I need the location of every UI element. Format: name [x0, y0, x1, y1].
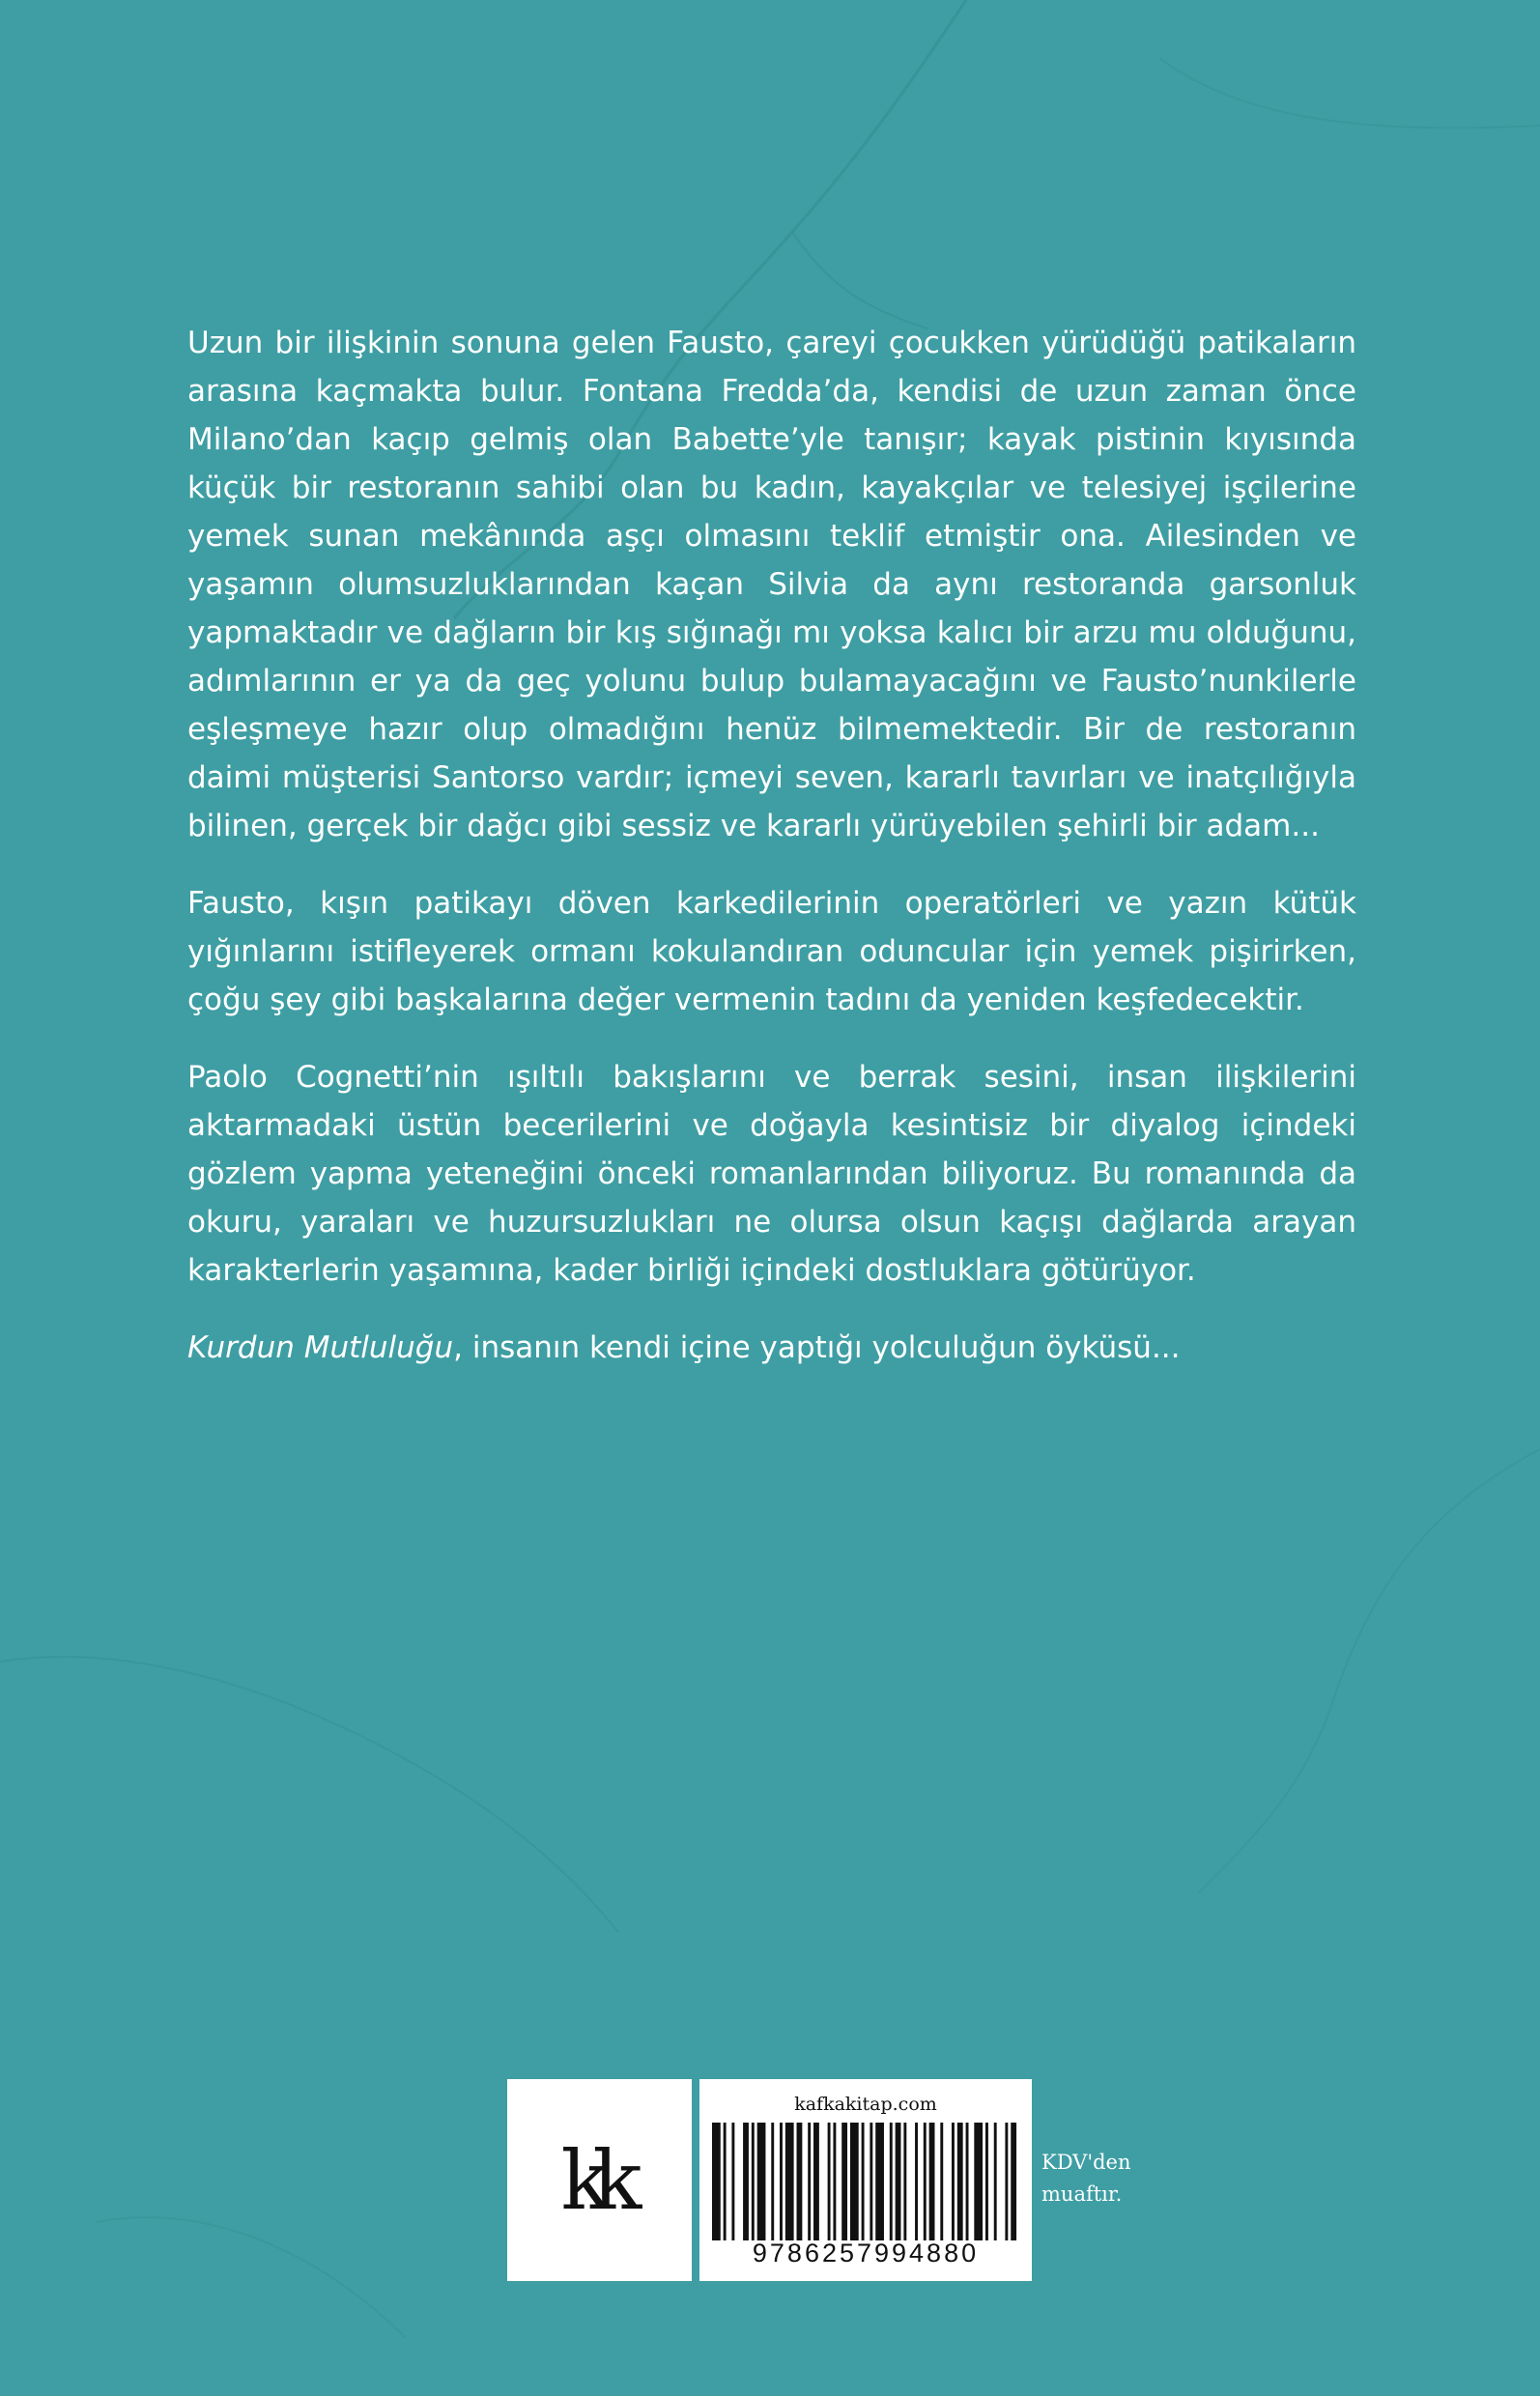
barcode-bar [757, 2123, 766, 2240]
barcode-bar [850, 2123, 859, 2240]
barcode-bar [994, 2123, 997, 2240]
barcode-bar [1005, 2123, 1008, 2240]
tax-note-line-2: muaftır. [1041, 2182, 1123, 2206]
tax-note-line-1: KDV'den [1041, 2151, 1131, 2174]
barcode-bar [862, 2123, 865, 2240]
blurb-final-sentence: , insanın kendi içine yaptığı yolculuğun öyküsü... [453, 1330, 1181, 1365]
barcode-bar [752, 2123, 755, 2240]
barcode-bar [813, 2123, 819, 2240]
back-cover-blurb [187, 319, 1356, 1401]
barcode-bar [974, 2123, 983, 2240]
blurb-paragraph-4 [187, 1324, 1356, 1372]
barcode-bar [1011, 2123, 1016, 2240]
barcode-bar [841, 2123, 847, 2240]
barcode-bar [929, 2123, 935, 2240]
isbn-number: 9786257994880 [752, 2239, 980, 2268]
barcode-bar [731, 2123, 734, 2240]
tax-exempt-note [1041, 2147, 1177, 2211]
blurb-paragraph-2: Fausto, kışın patikayı döven karkedilerinin operatörleri ve yazın kütük yığınlarını istifleyerek ormanı kokulandıran oduncular için yemek pişirirken, çoğu şey gibi başkalarına değer vermenin tadını da yeniden keşfedecektir. [187, 886, 1356, 1017]
barcode-bar [797, 2123, 803, 2240]
barcode-bar [743, 2123, 749, 2240]
barcode-icon [712, 2123, 1019, 2240]
barcode-panel [699, 2079, 1032, 2281]
barcode-bar [870, 2123, 872, 2240]
blurb-paragraph-1: Uzun bir ilişkinin sonuna gelen Fausto, çareyi çocukken yürüdüğü patikaların arasına kaçmakta bulur. Fontana Fredda’da, kendisi de uzun zaman önce Milano’dan kaçıp gelmiş olan Babette’yle tanışır; kayak pistinin kıyısında küçük bir restoranın sahibi olan bu kadın, kayakçılar ve telesiyej işçilerine yemek sunan mekânında aşçı olmasını teklif etmiştir ona. Ailesinden ve yaşamın olumsuzluklarından kaçan Silvia da aynı restoranda garsonluk yapmaktadır ve dağların bir kış sığınağı mı yoksa kalıcı bir arzu mu olduğunu, adımlarının er ya da geç yolunu bulup bulamayacağını ve Fausto’nunkilerle eşleşmeye hazır olup olmadığını henüz bilmemektedir. Bir de restoranın daimi müşterisi Santorso vardır; içmeyi seven, kararlı tavırları ve inatçılığıyla bilinen, gerçek bir dağcı gibi sessiz ve kararlı yürüyebilen şehirli bir adam... [187, 326, 1356, 843]
barcode-bar [896, 2123, 901, 2240]
barcode-bar [924, 2123, 927, 2240]
barcode-bar [966, 2123, 969, 2240]
barcode-bar [771, 2123, 774, 2240]
publisher-website: kafkakitap.com [794, 2094, 937, 2115]
barcode-bar [985, 2123, 988, 2240]
barcode-bar [833, 2123, 836, 2240]
barcode-bar [957, 2123, 963, 2240]
barcode-bar [875, 2123, 884, 2240]
barcode-bar [890, 2123, 893, 2240]
barcode-bar [903, 2123, 906, 2240]
book-title: Kurdun Mutluluğu [187, 1330, 454, 1365]
barcode-bar [712, 2123, 721, 2240]
barcode-bar [915, 2123, 918, 2240]
barcode-bar [940, 2123, 943, 2240]
publisher-logo-mark: kk [560, 2132, 625, 2228]
barcode-bar [785, 2123, 794, 2240]
barcode-bar [808, 2123, 811, 2240]
blurb-paragraph-3: Paolo Cognetti’nin ışıltılı bakışlarını ve berrak sesini, insan ilişkilerini aktarmadaki üstün becerilerini ve doğayla kesintisiz bir diyalog içindeki gözlem yapma yeteneğini önceki romanlarından biliyoruz. Bu romanında da okuru, yaraları ve huzursuzlukları ne olursa olsun kaçışı dağlarda arayan karakterlerin yaşamına, kader birliği içindeki dostluklara götürüyor. [187, 1060, 1356, 1288]
barcode-bar [828, 2123, 831, 2240]
barcode-bar [952, 2123, 955, 2240]
barcode-bar [780, 2123, 783, 2240]
publisher-logo [507, 2079, 692, 2281]
barcode-bar [724, 2123, 727, 2240]
